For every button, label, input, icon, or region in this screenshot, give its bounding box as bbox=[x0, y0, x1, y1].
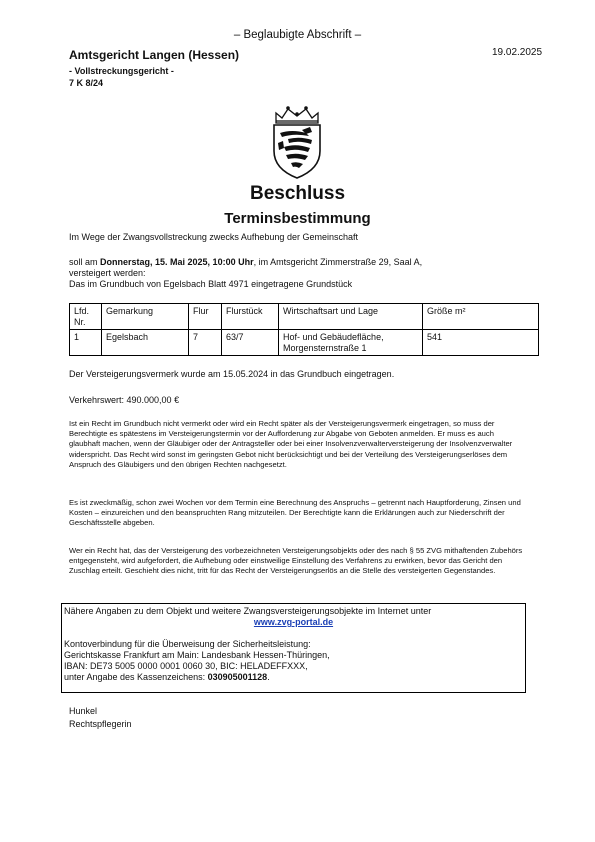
reference-prefix: unter Angabe des Kassenzeichens: bbox=[64, 672, 208, 682]
market-value: Verkehrswert: 490.000,00 € bbox=[69, 395, 180, 405]
info-box bbox=[61, 603, 526, 693]
legal-paragraph-2: Es ist zweckmäßig, schon zwei Wochen vor dem Termin eine Berechnung des Anspruchs – getrennt nach Hauptforderung, Zinsen und Kosten – einzureichen und den beanspruchten Rang mitzuteilen. Der Berechtigte kann die Erklärungen auch zur Niederschrift der Geschäftsstelle abgeben. bbox=[69, 498, 521, 528]
header-flurstueck: Flurstück bbox=[222, 304, 279, 330]
hessen-coat-of-arms-icon bbox=[266, 103, 328, 180]
cell-flur: 7 bbox=[189, 330, 222, 356]
document-title: Beschluss bbox=[249, 183, 346, 204]
signature-role: Rechtspflegerin bbox=[69, 719, 132, 729]
header-gemarkung: Gemarkung bbox=[102, 304, 189, 330]
auction-line3: Das im Grundbuch von Egelsbach Blatt 4971 eingetragene Grundstück bbox=[69, 279, 353, 289]
reference-line bbox=[64, 672, 523, 683]
header-lfd-nr: Lfd. Nr. bbox=[70, 304, 102, 330]
legal-paragraph-3: Wer ein Recht hat, das der Versteigerung des vorbezeichneten Versteigerungsobjekts oder des nach § 55 ZVG mithaftenden Zubehörs entgegensteht, wird aufgefordert, die Aufhebung oder einstweilige Einstellung des Verfahrens zu erwirken, bevor das Gericht den Zuschlag erteilt. Geschieht dies nicht, tritt für das Recht der Versteigerungserlös an die Stelle des versteigerten Gegenstandes. bbox=[69, 546, 523, 576]
case-number: 7 K 8/24 bbox=[69, 78, 104, 88]
document-date: 19.02.2025 bbox=[492, 47, 543, 58]
account-title: Kontoverbindung für die Überweisung der Sicherheitsleistung: bbox=[64, 639, 311, 649]
cell-flurstueck: 63/7 bbox=[222, 330, 279, 356]
auction-notice bbox=[69, 257, 539, 290]
reference-suffix: . bbox=[267, 672, 270, 682]
signature-name: Hunkel bbox=[69, 706, 98, 716]
reference-number: 030905001128 bbox=[207, 672, 268, 682]
zvg-portal-link[interactable]: www.zvg-portal.de bbox=[253, 617, 334, 627]
header-wirtschaftsart: Wirtschaftsart und Lage bbox=[279, 304, 423, 330]
info-text: Nähere Angaben zu dem Objekt und weitere Zwangsversteigerungsobjekte im Internet unter bbox=[64, 606, 432, 616]
intro-text: Im Wege der Zwangsvollstreckung zwecks Aufhebung der Gemeinschaft bbox=[69, 232, 358, 242]
cell-wirtschaftsart: Hof- und Gebäudefläche, Morgensternstraße 1 bbox=[279, 330, 423, 356]
legal-paragraph-1: Ist ein Recht im Grundbuch nicht vermerkt oder wird ein Recht später als der Versteigerungsvermerk eingetragen, so muss der Berechtigte es spätestens im Versteigerungstermin vor der Aufforderung zur Abgabe von Geboten anmelden. Er muss es auch glaubhaft machen, wenn der Gläubiger oder der Antragsteller oder bei einer Insolvenzverwalterversteigerung der Insolvenzverwalter widerspricht. Das Recht wird sonst im geringsten Gebot nicht berücksichtigt und bei der Verteilung des Versteigerungserlöses dem Anspruch des Gläubigers und den übrigen Rechten nachgesetzt. bbox=[69, 419, 513, 469]
cell-groesse: 541 bbox=[423, 330, 539, 356]
auction-prefix: soll am bbox=[69, 257, 101, 267]
auction-datetime: Donnerstag, 15. Mai 2025, 10:00 Uhr bbox=[100, 257, 254, 267]
table-row bbox=[70, 330, 539, 356]
auction-line2: versteigert werden: bbox=[69, 268, 146, 278]
document-subtitle: Terminsbestimmung bbox=[224, 210, 371, 227]
header-groesse: Größe m² bbox=[423, 304, 539, 330]
header-flur: Flur bbox=[189, 304, 222, 330]
property-table bbox=[69, 303, 539, 356]
table-header-row bbox=[70, 304, 539, 330]
account-line-1: Gerichtskasse Frankfurt am Main: Landesbank Hessen-Thüringen, bbox=[64, 650, 330, 660]
certified-copy-label: – Beglaubigte Abschrift – bbox=[233, 29, 362, 41]
court-name: Amtsgericht Langen (Hessen) bbox=[69, 48, 240, 62]
registry-note: Der Versteigerungsvermerk wurde am 15.05.2024 in das Grundbuch eingetragen. bbox=[69, 369, 395, 379]
account-line-2: IBAN: DE73 5005 0000 0001 0060 30, BIC: HELADEFFXXX, bbox=[64, 661, 308, 671]
cell-gemarkung: Egelsbach bbox=[102, 330, 189, 356]
auction-location: , im Amtsgericht Zimmerstraße 29, Saal A, bbox=[253, 257, 423, 267]
court-department: - Vollstreckungsgericht - bbox=[69, 66, 174, 76]
cell-lfd-nr: 1 bbox=[70, 330, 102, 356]
